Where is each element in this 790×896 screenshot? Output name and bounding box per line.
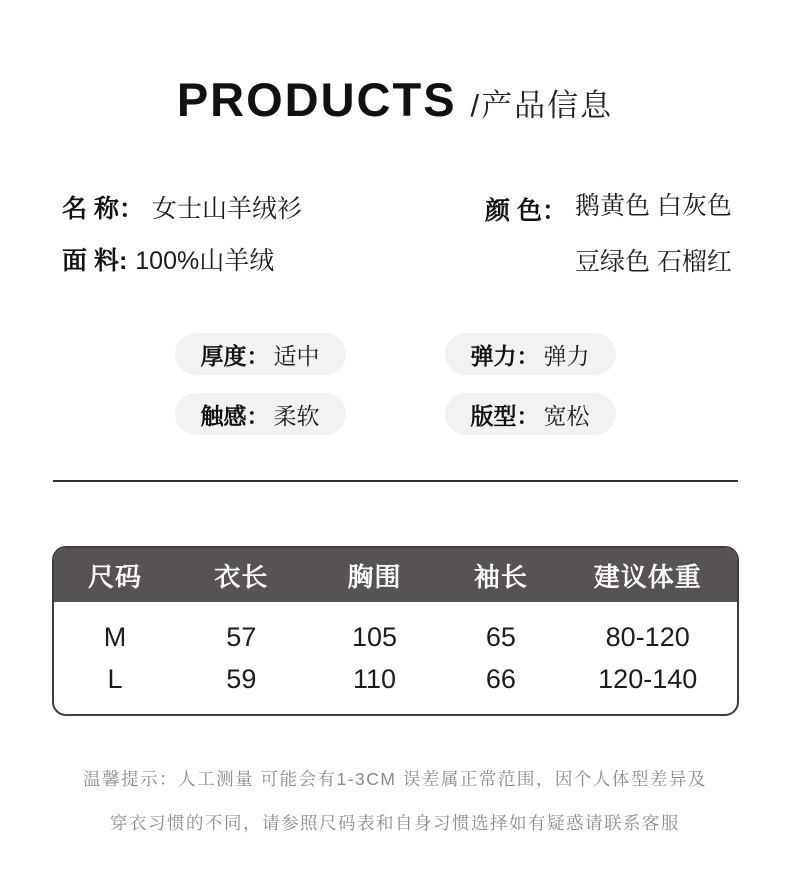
- product-fabric-label: 面 料:: [62, 247, 128, 275]
- pill-thickness: [175, 333, 346, 375]
- cell-bust-m: 105: [351, 621, 398, 652]
- pill-thickness-value: 适中: [273, 342, 320, 369]
- table-row-l: [54, 658, 737, 714]
- size-table: [52, 546, 739, 716]
- page-title-zh: /产品信息: [470, 88, 614, 123]
- pill-fit: [445, 393, 616, 435]
- footer-note: [0, 768, 790, 834]
- product-color-label: 颜 色：: [485, 197, 567, 225]
- pill-touch: [175, 393, 346, 435]
- pill-touch-value: 柔软: [273, 402, 320, 429]
- table-row-m: [54, 602, 737, 658]
- attribute-pills: [0, 333, 790, 435]
- pill-touch-label: 触感：: [200, 402, 270, 429]
- pill-elasticity-label: 弹力：: [470, 342, 540, 369]
- cell-size-l: L: [107, 663, 123, 694]
- footer-note-line-1: 温馨提示：人工测量 可能会有1-3CM 误差属正常范围，因个人体型差异及: [83, 769, 707, 789]
- cell-length-l: 59: [226, 663, 257, 694]
- product-name-label: 名 称：: [62, 195, 144, 223]
- page-title: [0, 0, 790, 127]
- col-header-bust: 胸围: [306, 548, 443, 602]
- cell-length-m: 57: [226, 621, 257, 652]
- pill-elasticity: [445, 333, 616, 375]
- color-line-1: 鹅黄色 白灰色: [574, 192, 732, 220]
- product-fabric-value: 100%山羊绒: [135, 247, 275, 275]
- pill-fit-label: 版型：: [470, 402, 540, 429]
- col-header-weight: 建议体重: [559, 548, 737, 602]
- cell-sleeve-l: 66: [485, 663, 516, 694]
- cell-sleeve-m: 65: [485, 621, 516, 652]
- cell-bust-l: 110: [352, 663, 397, 694]
- product-name-value: 女士山羊绒衫: [151, 195, 302, 223]
- page-title-en: PRODUCTS: [176, 73, 457, 126]
- product-color-row: [485, 191, 732, 277]
- cell-size-m: M: [103, 621, 127, 652]
- col-header-sleeve: 袖长: [443, 548, 559, 602]
- product-name-row: [62, 189, 302, 223]
- pill-fit-value: 宽松: [543, 402, 590, 429]
- product-fabric-row: [62, 241, 302, 275]
- pill-thickness-label: 厚度：: [200, 342, 270, 369]
- col-header-size: 尺码: [54, 548, 177, 602]
- color-line-2: 豆绿色 石榴红: [574, 248, 732, 276]
- info-left-column: [62, 189, 302, 275]
- col-header-length: 衣长: [176, 548, 306, 602]
- footer-note-line-2: 穿衣习惯的不同，请参照尺码表和自身习惯选择如有疑惑请联系客服: [110, 813, 680, 833]
- cell-weight-l: 120-140: [598, 663, 698, 694]
- pill-elasticity-value: 弹力: [543, 342, 590, 369]
- product-info-section: [0, 189, 790, 289]
- product-color-values: [575, 191, 732, 277]
- size-table-header-row: [54, 548, 737, 602]
- section-divider: [53, 480, 738, 482]
- cell-weight-m: 80-120: [605, 621, 690, 652]
